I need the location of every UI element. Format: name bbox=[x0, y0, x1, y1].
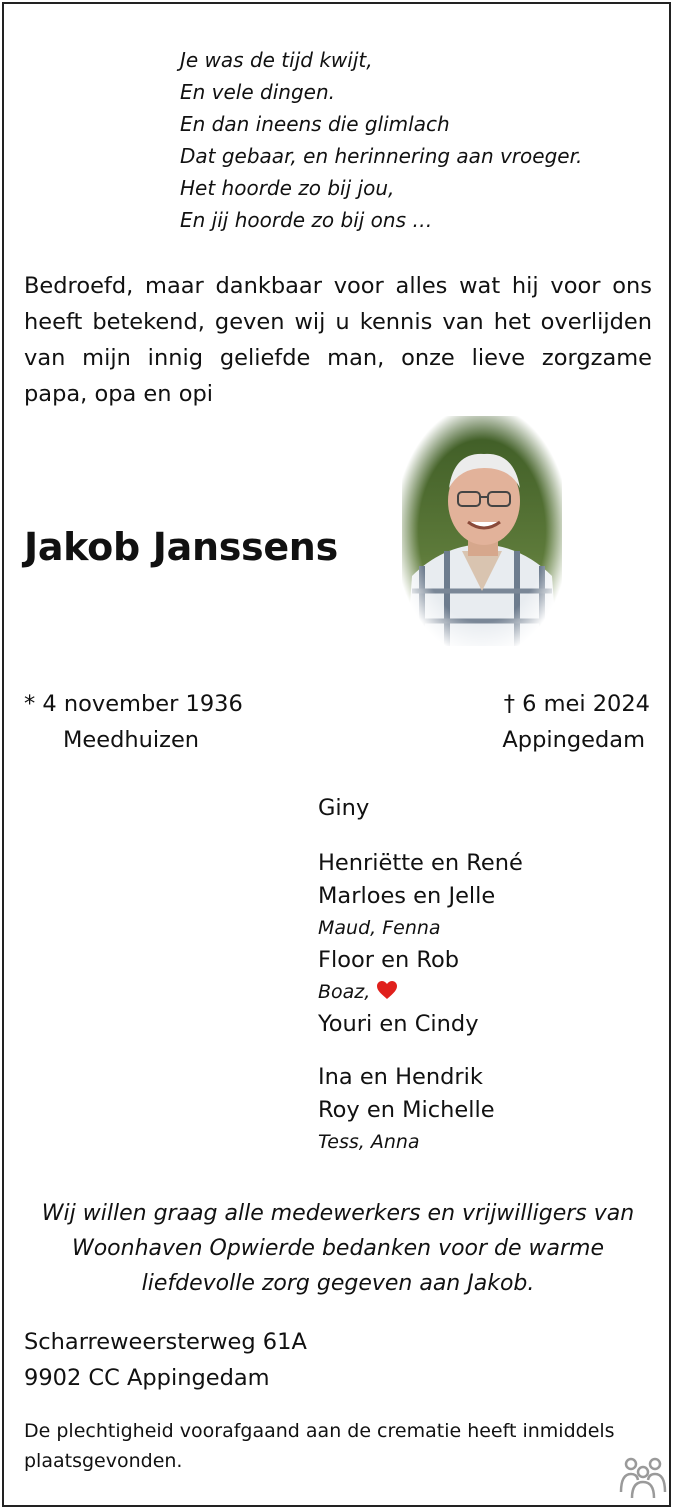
poem-line: En vele dingen. bbox=[180, 80, 335, 104]
death-info bbox=[502, 686, 650, 758]
correspondence-address bbox=[24, 1324, 307, 1396]
intro-line: van mijn innig geliefde man, onze lieve zorgzame bbox=[24, 345, 652, 371]
family-logo-icon bbox=[618, 1452, 668, 1500]
intro-line: Bedroefd, maar dankbaar voor alles wat hij voor ons bbox=[24, 273, 652, 299]
poem-line: En jij hoorde zo bij ons … bbox=[180, 208, 433, 232]
address-street: Scharreweersterweg 61A bbox=[24, 1329, 307, 1355]
great-grandchildren-row bbox=[318, 977, 523, 1008]
heart-icon bbox=[376, 980, 398, 1000]
thanks-line: Woonhaven Opwierde bedanken voor de warme bbox=[71, 1236, 605, 1261]
child-couple: Ina en Hendrik bbox=[318, 1064, 483, 1090]
birth-info bbox=[24, 686, 243, 758]
child-couple: Henriëtte en René bbox=[318, 850, 523, 876]
poem-line: Het hoorde zo bij jou, bbox=[180, 176, 395, 200]
poem-line: Dat gebaar, en herinnering aan vroeger. bbox=[180, 144, 583, 168]
grandchild-couple: Youri en Cindy bbox=[318, 1011, 479, 1037]
grandchild-couple: Floor en Rob bbox=[318, 947, 460, 973]
great-grandchildren: Tess, Anna bbox=[318, 1131, 420, 1153]
death-date: † 6 mei 2024 bbox=[503, 691, 650, 717]
intro-text bbox=[24, 268, 652, 412]
family-list bbox=[318, 792, 523, 1158]
poem-line: Je was de tijd kwijt, bbox=[180, 48, 373, 72]
spouse-name: Giny bbox=[318, 795, 370, 821]
great-grandchildren: Boaz, bbox=[318, 981, 371, 1003]
ceremony-line: De plechtigheid voorafgaand aan de crematie heeft inmiddels bbox=[24, 1420, 615, 1442]
intro-line: papa, opa en opi bbox=[24, 381, 213, 407]
intro-line: heeft betekend, geven wij u kennis van het overlijden bbox=[24, 309, 652, 335]
deceased-name: Jakob Janssens bbox=[24, 525, 338, 569]
poem bbox=[180, 44, 582, 236]
address-city: 9902 CC Appingedam bbox=[24, 1365, 270, 1391]
portrait-photo bbox=[402, 416, 562, 646]
grandchild-couple: Marloes en Jelle bbox=[318, 883, 496, 909]
birth-place: Meedhuizen bbox=[63, 727, 200, 753]
thanks-line: Wij willen graag alle medewerkers en vrijwilligers van bbox=[41, 1201, 635, 1226]
ceremony-note bbox=[24, 1416, 654, 1476]
ceremony-line: plaatsgevonden. bbox=[24, 1450, 183, 1472]
birth-date: * 4 november 1936 bbox=[24, 691, 243, 717]
grandchild-couple: Roy en Michelle bbox=[318, 1097, 495, 1123]
thanks-message bbox=[24, 1196, 652, 1301]
thanks-line: liefdevolle zorg gegeven aan Jakob. bbox=[141, 1271, 535, 1296]
poem-line: En dan ineens die glimlach bbox=[180, 112, 450, 136]
death-place: Appingedam bbox=[502, 727, 645, 753]
great-grandchildren: Maud, Fenna bbox=[318, 917, 441, 939]
